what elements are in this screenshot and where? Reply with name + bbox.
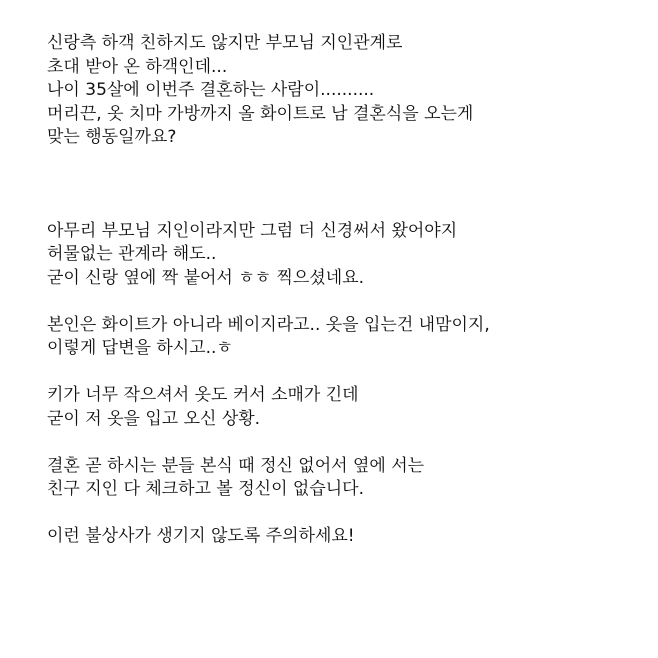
text-line: 아무리 부모님 지인이라지만 그럼 더 신경써서 왔어야지 — [47, 220, 458, 241]
paragraph-spacer — [47, 150, 647, 220]
text-line: 이런 불상사가 생기지 않도록 주의하세요! — [47, 526, 355, 546]
paragraph-complaint — [47, 220, 647, 291]
text-line: 신랑측 하객 친하지도 않지만 부모님 지인관계로 — [47, 33, 403, 53]
paragraph-situation — [47, 384, 647, 431]
paragraph-advice — [47, 455, 647, 502]
paragraph-response — [47, 314, 647, 361]
paragraph-question — [47, 32, 647, 150]
post-body — [47, 32, 647, 549]
text-line: 허물없는 관계라 해도.. — [47, 244, 217, 264]
paragraph-spacer — [47, 431, 647, 455]
paragraph-spacer — [47, 502, 647, 526]
paragraph-spacer — [47, 290, 647, 314]
text-line: 본인은 화이트가 아니라 베이지라고.. 옷을 입는건 내맘이지, — [47, 314, 490, 335]
paragraph-closing — [47, 525, 647, 549]
text-line: 이렇게 답변을 하시고..ㅎ — [47, 338, 233, 358]
text-line: 맞는 행동일까요? — [47, 127, 177, 147]
text-line: 머리끈, 옷 치마 가방까지 올 화이트로 남 결혼식을 오는게 — [47, 103, 474, 124]
text-line: 굳이 저 옷을 입고 오신 상황. — [47, 408, 261, 429]
text-line: 결혼 곧 하시는 분들 본식 때 정신 없어서 옆에 서는 — [47, 455, 425, 476]
text-line: 키가 너무 작으셔서 옷도 커서 소매가 긴데 — [47, 385, 359, 405]
text-line: 친구 지인 다 체크하고 볼 정신이 없습니다. — [47, 479, 365, 499]
text-line: 초대 받아 온 하객인데... — [47, 56, 228, 77]
text-line: 나이 35살에 이번주 결혼하는 사람이.......... — [47, 80, 375, 100]
text-line: 굳이 신랑 옆에 짝 붙어서 ㅎㅎ 찍으셨네요. — [47, 267, 365, 288]
paragraph-spacer — [47, 361, 647, 385]
